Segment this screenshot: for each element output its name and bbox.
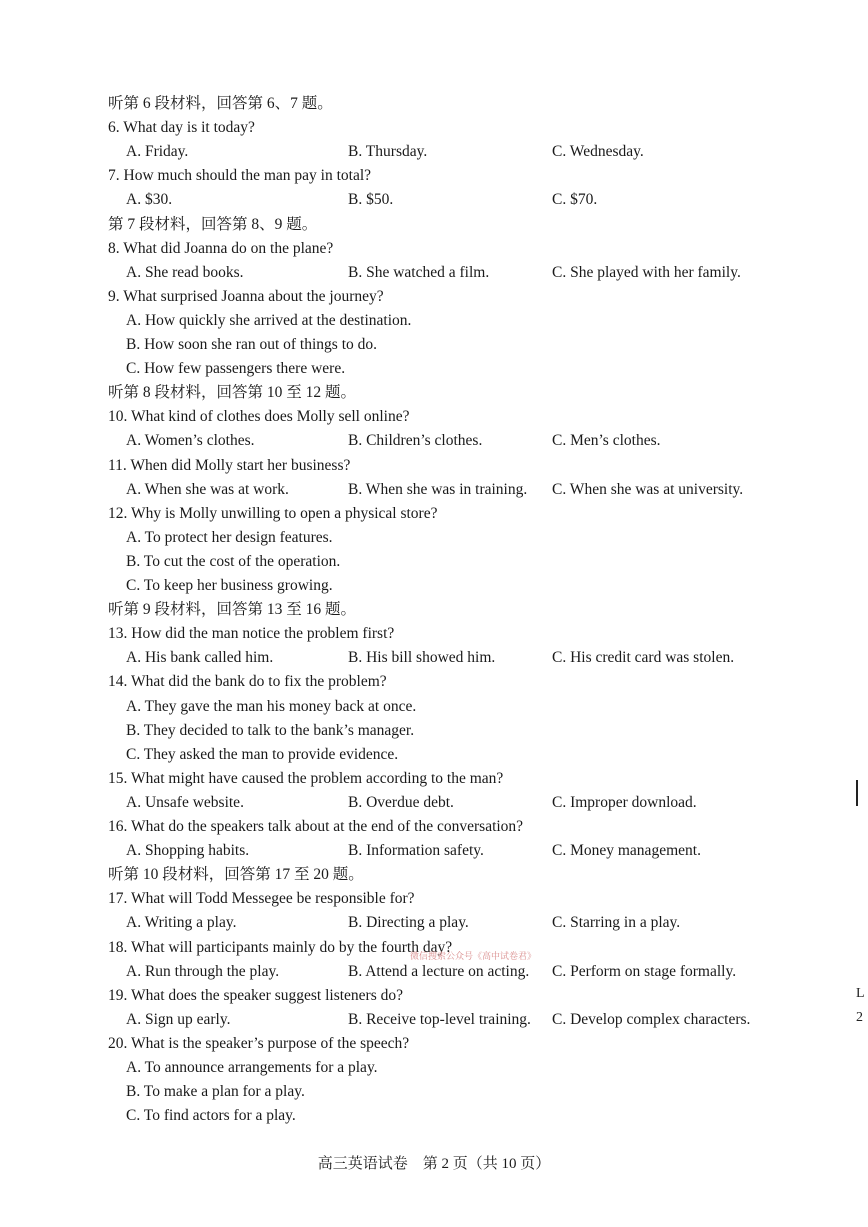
options-row bbox=[108, 839, 808, 863]
question-stem bbox=[108, 1032, 808, 1056]
option-c: C. His credit card was stolen. bbox=[552, 649, 735, 667]
option-b: B. Attend a lecture on acting. bbox=[348, 962, 530, 980]
scan-edge-mark bbox=[856, 780, 858, 806]
scan-edge-char: L bbox=[856, 986, 865, 1001]
question-text: 8. What did Joanna do on the plane? bbox=[108, 239, 334, 257]
option-b: B. Information safety. bbox=[348, 842, 484, 860]
option-b: B. $50. bbox=[348, 191, 394, 209]
option-b: B. Overdue debt. bbox=[348, 793, 454, 811]
option-a: A. Women’s clothes. bbox=[126, 432, 255, 450]
option-row bbox=[108, 357, 808, 381]
section-heading bbox=[108, 213, 808, 237]
question-text: 12. Why is Molly unwilling to open a physical store? bbox=[108, 504, 438, 522]
question-stem bbox=[108, 815, 808, 839]
option-c: C. Wednesday. bbox=[552, 143, 644, 161]
option-b: B. To make a plan for a play. bbox=[126, 1083, 305, 1101]
options-row bbox=[108, 911, 808, 935]
options-row bbox=[108, 478, 808, 502]
option-b: B. When she was in training. bbox=[348, 480, 528, 498]
option-row bbox=[108, 719, 808, 743]
option-c: C. They asked the man to provide evidence. bbox=[126, 745, 399, 763]
question-text: 16. What do the speakers talk about at the end of the conversation? bbox=[108, 818, 524, 835]
section-heading bbox=[108, 381, 808, 405]
option-a: A. Shopping habits. bbox=[126, 842, 250, 860]
options-row bbox=[108, 429, 808, 453]
question-text: 19. What does the speaker suggest listeners do? bbox=[108, 986, 403, 1004]
option-a: A. She read books. bbox=[126, 263, 244, 281]
option-b: B. Thursday. bbox=[348, 143, 428, 161]
option-b: B. They decided to talk to the bank’s manager. bbox=[126, 721, 415, 739]
option-row bbox=[108, 695, 808, 719]
question-text: 7. How much should the man pay in total? bbox=[108, 167, 372, 185]
option-a: A. Writing a play. bbox=[126, 914, 237, 932]
option-c: C. To keep her business growing. bbox=[126, 577, 333, 594]
option-b: B. His bill showed him. bbox=[348, 649, 496, 667]
option-a: A. Run through the play. bbox=[126, 962, 280, 980]
scan-edge-char: 2 bbox=[856, 1010, 863, 1025]
question-text: 15. What might have caused the problem according to the man? bbox=[108, 769, 504, 787]
question-text: 13. How did the man notice the problem first? bbox=[108, 625, 395, 643]
option-c: C. $70. bbox=[552, 191, 598, 209]
option-c: C. To find actors for a play. bbox=[126, 1107, 296, 1125]
option-b: B. Receive top-level training. bbox=[348, 1010, 531, 1028]
options-row bbox=[108, 261, 808, 285]
option-a: A. To announce arrangements for a play. bbox=[126, 1059, 378, 1076]
option-row bbox=[108, 1056, 808, 1080]
question-stem bbox=[108, 502, 808, 526]
question-text: 14. What did the bank do to fix the problem? bbox=[108, 673, 387, 691]
option-c: C. Improper download. bbox=[552, 793, 697, 811]
option-a: A. They gave the man his money back at once. bbox=[126, 697, 417, 715]
option-b: B. To cut the cost of the operation. bbox=[126, 552, 341, 570]
question-stem bbox=[108, 984, 808, 1008]
options-row bbox=[108, 791, 808, 815]
section-heading-text: 听第 9 段材料，回答第 13 至 16 题。 bbox=[108, 601, 357, 619]
question-text: 6. What day is it today? bbox=[108, 119, 255, 137]
options-row bbox=[108, 140, 808, 164]
watermark: 微信搜索公众号《高中试卷君》 bbox=[410, 951, 537, 961]
question-text: 9. What surprised Joanna about the journey? bbox=[108, 287, 384, 305]
section-heading-text: 听第 6 段材料，回答第 6、7 题。 bbox=[108, 95, 333, 112]
options-row bbox=[108, 1008, 808, 1032]
option-row bbox=[108, 333, 808, 357]
option-b: B. She watched a film. bbox=[348, 263, 490, 281]
options-row bbox=[108, 188, 808, 212]
option-b: B. Children’s clothes. bbox=[348, 432, 483, 450]
question-stem bbox=[108, 405, 808, 429]
option-row bbox=[108, 309, 808, 333]
page-footer: 高三英语试卷 第 2 页（共 10 页） bbox=[317, 1156, 551, 1172]
option-row bbox=[108, 526, 808, 550]
option-a: A. To protect her design features. bbox=[126, 528, 333, 546]
section-heading-text: 听第 8 段材料，回答第 10 至 12 题。 bbox=[108, 384, 357, 402]
option-c: C. Perform on stage formally. bbox=[552, 962, 737, 980]
section-heading bbox=[108, 863, 808, 887]
option-row bbox=[108, 574, 808, 598]
option-c: C. How few passengers there were. bbox=[126, 360, 346, 378]
option-a: A. $30. bbox=[126, 191, 173, 209]
question-stem bbox=[108, 164, 808, 188]
section-heading bbox=[108, 92, 808, 116]
options-row bbox=[108, 646, 808, 670]
question-stem bbox=[108, 887, 808, 911]
option-a: A. Sign up early. bbox=[126, 1010, 231, 1028]
option-c: C. When she was at university. bbox=[552, 480, 744, 498]
option-a: A. His bank called him. bbox=[126, 649, 274, 667]
section-heading-text: 听第 10 段材料，回答第 17 至 20 题。 bbox=[108, 866, 364, 884]
question-text: 10. What kind of clothes does Molly sell online? bbox=[108, 408, 410, 426]
option-row bbox=[108, 1080, 808, 1104]
question-stem bbox=[108, 285, 808, 309]
section-heading-text: 第 7 段材料，回答第 8、9 题。 bbox=[108, 215, 318, 233]
option-b: B. Directing a play. bbox=[348, 914, 469, 932]
question-stem bbox=[108, 116, 808, 140]
question-text: 11. When did Molly start her business? bbox=[108, 456, 351, 474]
section-heading bbox=[108, 598, 808, 622]
option-a: A. Unsafe website. bbox=[126, 793, 244, 811]
option-row bbox=[108, 1104, 808, 1128]
question-stem bbox=[108, 767, 808, 791]
option-c: C. Develop complex characters. bbox=[552, 1010, 751, 1028]
option-row bbox=[108, 743, 808, 767]
question-stem bbox=[108, 454, 808, 478]
option-a: A. How quickly she arrived at the destination. bbox=[126, 311, 412, 329]
question-stem bbox=[108, 237, 808, 261]
question-text: 18. What will participants mainly do by the fourth day? bbox=[108, 938, 453, 956]
option-a: A. Friday. bbox=[126, 143, 189, 161]
option-b: B. How soon she ran out of things to do. bbox=[126, 336, 378, 353]
question-stem bbox=[108, 622, 808, 646]
option-c: C. Men’s clothes. bbox=[552, 432, 661, 450]
option-c: C. Starring in a play. bbox=[552, 914, 681, 932]
option-c: C. Money management. bbox=[552, 842, 701, 860]
question-text: 17. What will Todd Messegee be responsible for? bbox=[108, 890, 415, 908]
question-stem bbox=[108, 670, 808, 694]
question-text: 20. What is the speaker’s purpose of the speech? bbox=[108, 1034, 410, 1052]
option-row bbox=[108, 550, 808, 574]
option-a: A. When she was at work. bbox=[126, 480, 289, 498]
options-row bbox=[108, 960, 808, 984]
option-c: C. She played with her family. bbox=[552, 263, 741, 281]
